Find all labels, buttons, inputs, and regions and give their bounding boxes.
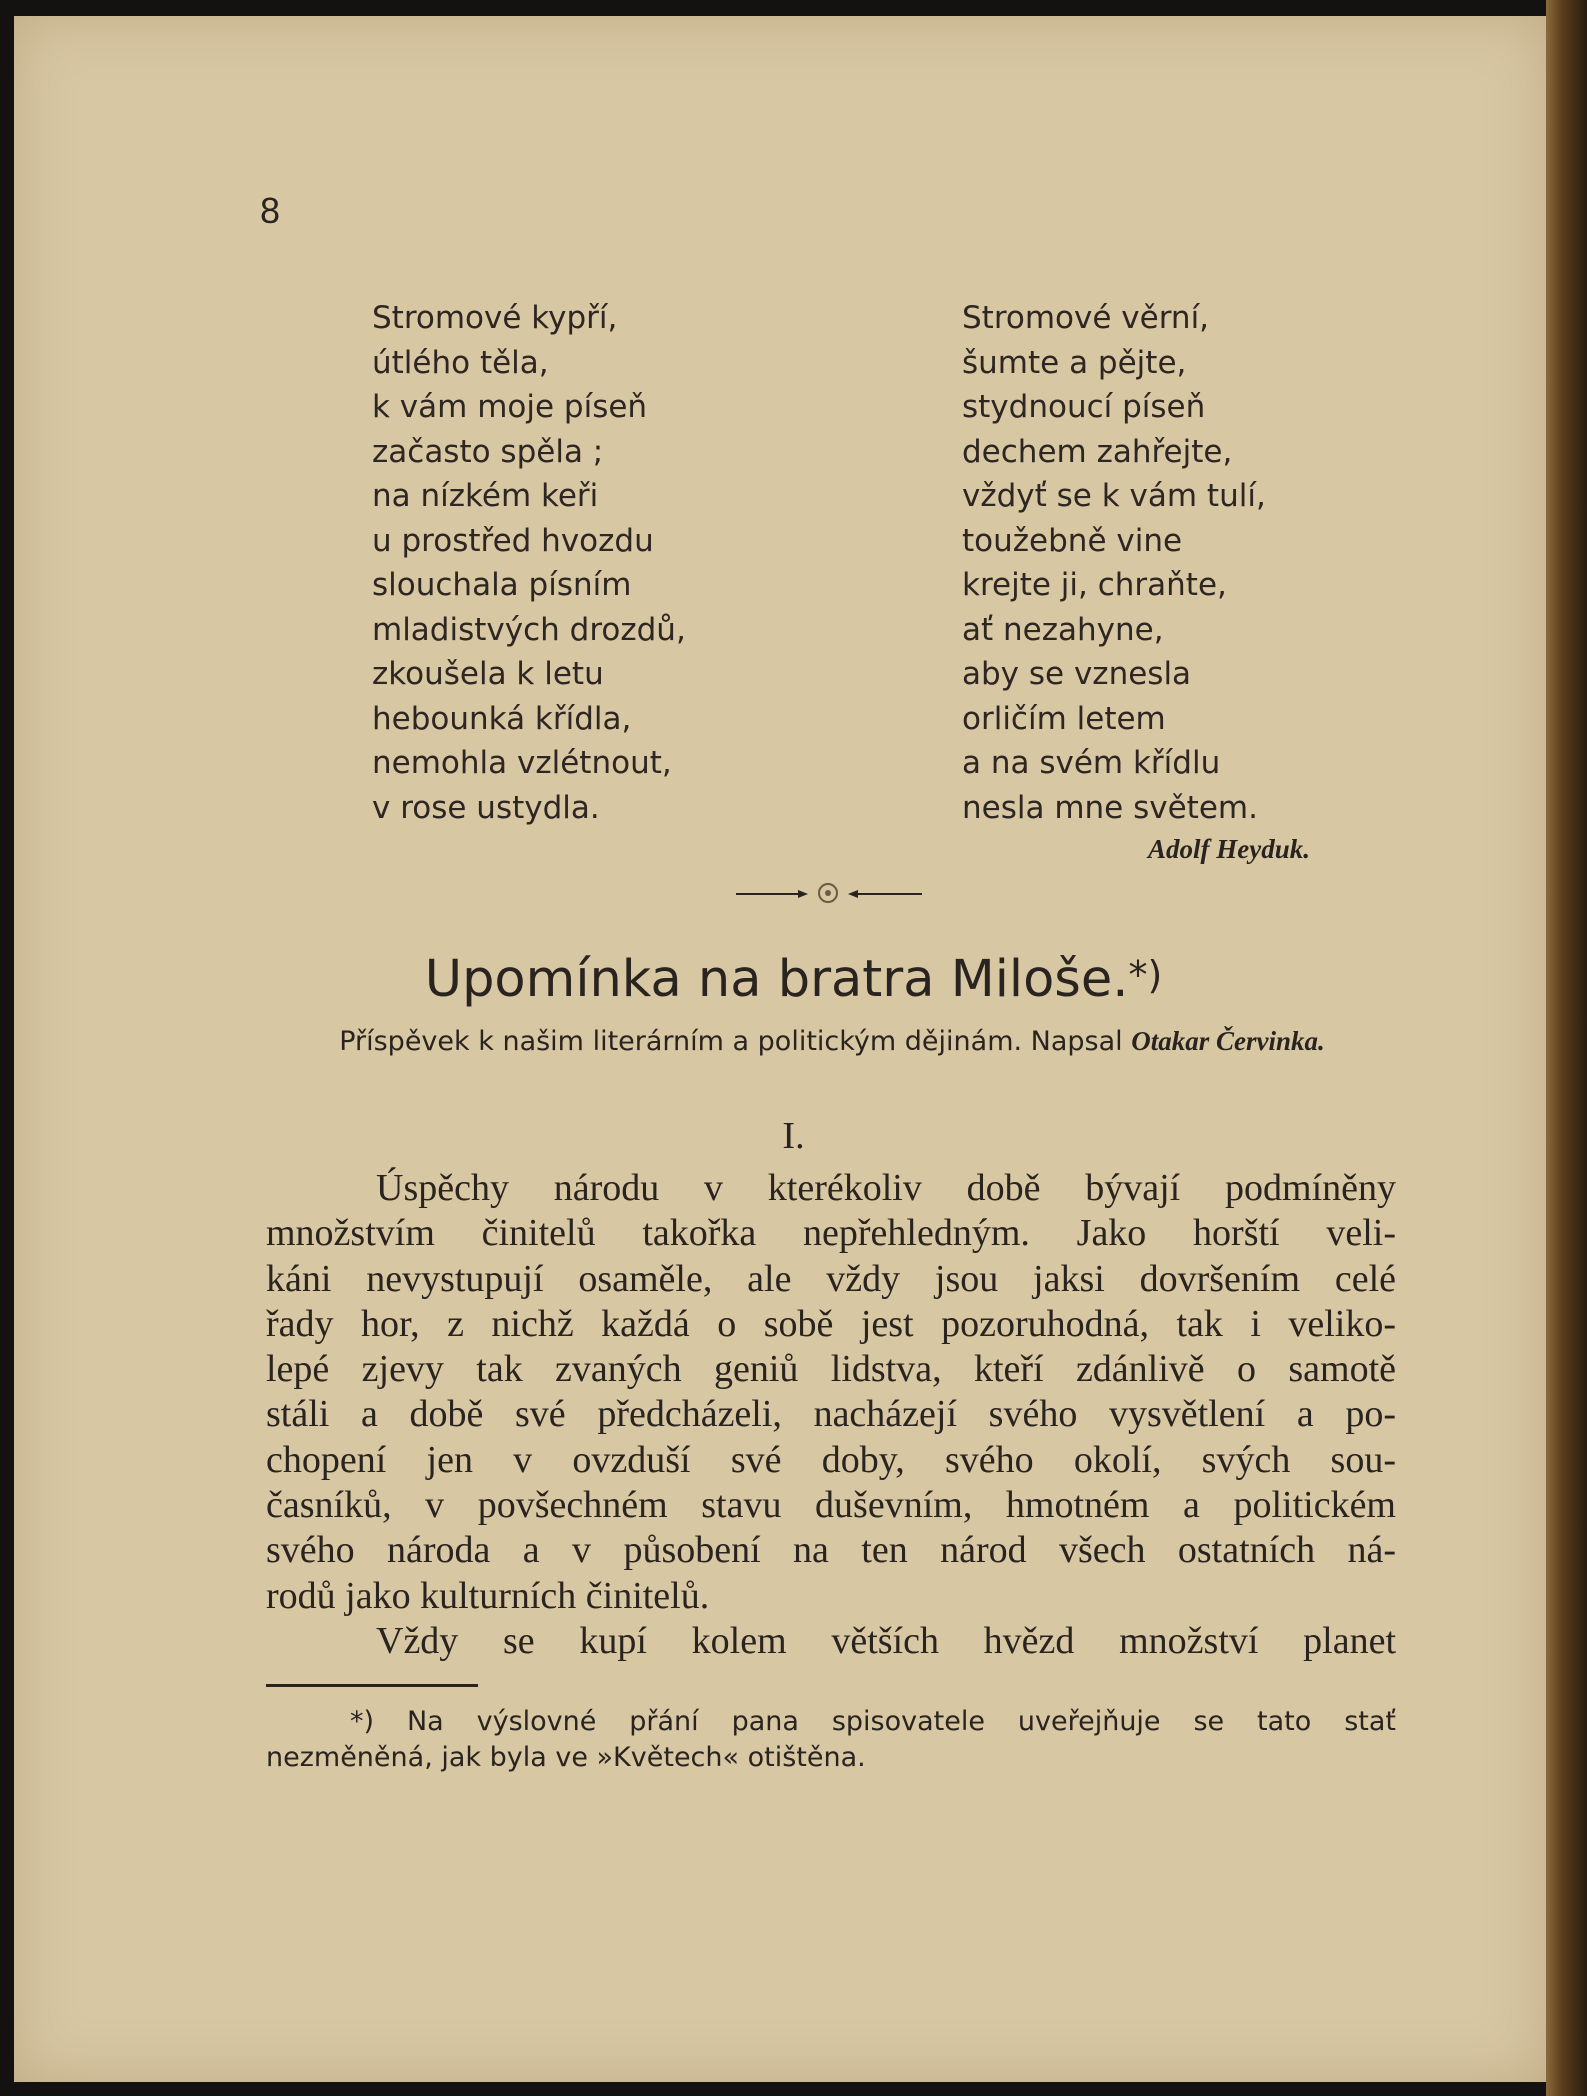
poem-author: Adolf Heyduk. [1148, 834, 1310, 864]
subtitle-text: Příspěvek k našim literárním a politickým dějinám. Napsal [339, 1026, 1123, 1057]
poem-line: v rose ustydla. [372, 789, 600, 826]
poem-line: toužebně vine [962, 522, 1183, 559]
poem-line: hebounká křídla, [372, 700, 632, 737]
paragraph [266, 1166, 1396, 1211]
footnote [266, 1704, 1396, 1776]
poem-line: útlého těla, [372, 344, 549, 381]
poem-line: Stromové kypří, [372, 300, 618, 336]
poem-line: vždyť se k vám tulí, [962, 478, 1266, 514]
footnote-line: *) Na výslovné přání pana spisovatele uveřejňuje se tato stať [350, 1706, 1396, 1737]
text-line: Úspěchy národu v kterékoliv době bývají podmíněny [376, 1167, 1396, 1209]
poem-line: stydnoucí píseň [962, 389, 1206, 425]
text-line: časníků, v povšechném stavu duševním, hmotném a politickém [266, 1484, 1396, 1527]
poem-line: a na svém křídlu [962, 745, 1221, 781]
text-line: Vždy se kupí kolem větších hvězd množství planet [376, 1619, 1396, 1662]
poem-line: krejte ji, chraňte, [962, 567, 1227, 603]
poem-line: nemohla vzlétnout, [372, 745, 672, 781]
article-subtitle [266, 1024, 1398, 1059]
ornament-divider-icon [736, 878, 922, 908]
text-line: rodů jako kulturních činitelů. [266, 1574, 710, 1617]
poem-line: orličím letem [962, 700, 1166, 737]
poem-line: zkoušela k letu [372, 656, 604, 692]
poem-line: ať nezahyne, [962, 611, 1164, 648]
article-title [0, 950, 1587, 1009]
text-line: stáli a době své předcházeli, nacházejí svého vysvětlení a po- [266, 1393, 1396, 1436]
article-title-text: Upomínka na bratra Miloše. [424, 950, 1129, 1009]
poem-line: aby se vznesla [962, 656, 1192, 692]
poem-line: slouchala písním [372, 567, 632, 603]
poem-line: Stromové věrní, [962, 300, 1210, 336]
paragraph [266, 1619, 1396, 1664]
text-line: káni nevystupují osaměle, ale vždy jsou jaksi dovršením celé [266, 1257, 1396, 1300]
text-line: lepé zjevy tak zvaných geniů lidstva, kteří zdánlivě o samotě [266, 1348, 1396, 1391]
poem-left-stanza [372, 296, 686, 830]
footnote-rule [266, 1684, 478, 1687]
article-author: Otakar Červinka. [1131, 1026, 1325, 1056]
poem-line: na nízkém keři [372, 478, 599, 514]
text-line: svého národa a v působení na ten národ všech ostatních ná- [266, 1529, 1396, 1572]
poem-line: k vám moje píseň [372, 389, 648, 425]
poem-line: šumte a pějte, [962, 344, 1187, 381]
poem-line: dechem zahřejte, [962, 433, 1233, 470]
poem-line: mladistvých drozdů, [372, 611, 686, 648]
poem-line: začasto spěla ; [372, 433, 604, 470]
poem-line: u prostřed hvozdu [372, 522, 654, 559]
article-body [266, 1166, 1396, 1664]
text-line: řady hor, z nichž každá o sobě jest pozoruhodná, tak i veliko- [266, 1302, 1396, 1345]
footnote-marker: *) [1128, 953, 1163, 997]
text-line: chopení jen v ovzduší své doby, svého okolí, svých sou- [266, 1438, 1396, 1481]
section-numeral: I. [782, 1115, 805, 1157]
page-number: 8 [260, 190, 281, 231]
footnote-line: nezměněná, jak byla ve »Květech« otištěna. [266, 1742, 866, 1773]
text-line: množstvím činitelů takořka nepřehledným. Jako horští veli- [266, 1212, 1396, 1255]
poem-right-stanza [962, 296, 1266, 830]
poem-line: nesla mne světem. [962, 789, 1258, 826]
book-spine-edge [1546, 0, 1587, 2096]
